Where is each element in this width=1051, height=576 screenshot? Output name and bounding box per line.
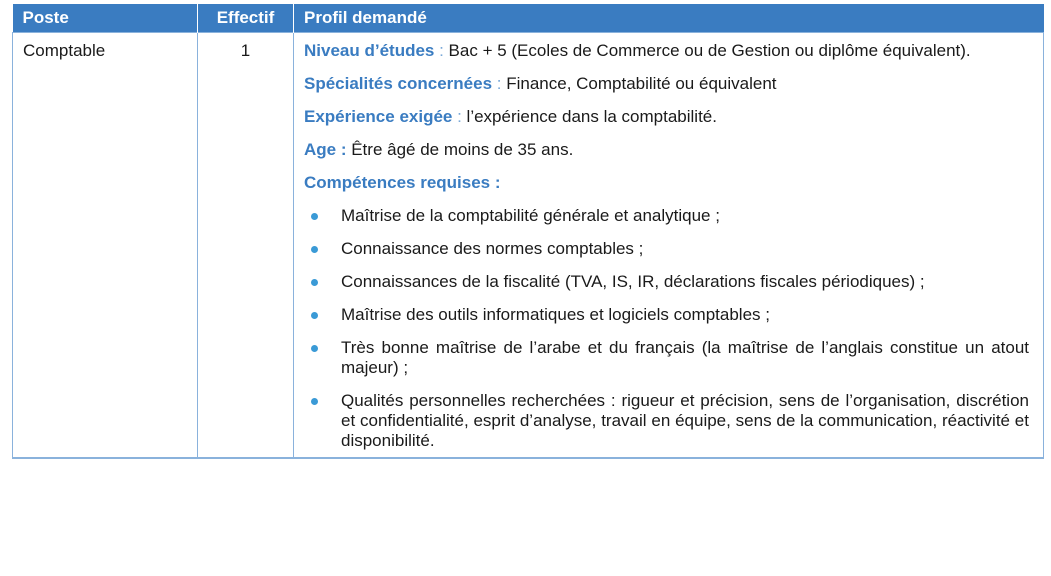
experience-text: l’expérience dans la comptabilité. [466,107,717,126]
list-item [304,206,1029,226]
table-row [13,33,1044,459]
list-item-text: Connaissance des normes comptables ; [341,239,644,258]
competences-heading: Compétences requises : [304,173,501,192]
list-item [304,239,1029,259]
list-item [304,272,1029,292]
competences-heading-para [304,173,1029,193]
job-profile-table [12,4,1044,459]
bullet-icon [311,345,318,352]
experience-sep: : [452,107,467,126]
list-item [304,305,1029,325]
cell-profil [294,33,1044,459]
niveau-etudes-label: Niveau d’études [304,41,435,60]
competences-list [304,206,1029,451]
niveau-etudes-sep: : [434,41,449,60]
specialites-text: Finance, Comptabilité ou équivalent [506,74,777,93]
niveau-etudes-para [304,41,1029,61]
cell-effectif: 1 [198,33,294,459]
list-item [304,338,1029,378]
experience-label: Expérience exigée [304,107,453,126]
specialites-sep: : [492,74,507,93]
list-item [304,391,1029,451]
header-row [13,4,1044,33]
bullet-icon [311,398,318,405]
age-text: Être âgé de moins de 35 ans. [346,140,574,159]
list-item-text: Très bonne maîtrise de l’arabe et du français (la maîtrise de l’anglais constitue un atout majeur) ; [341,338,1029,377]
niveau-etudes-text: Bac + 5 (Ecoles de Commerce ou de Gestion ou diplôme équivalent). [448,41,971,60]
experience-para [304,107,1029,127]
list-item-text: Connaissances de la fiscalité (TVA, IS, IR, déclarations fiscales périodiques) ; [341,272,925,291]
header-effectif: Effectif [198,4,294,33]
list-item-text: Qualités personnelles recherchées : rigueur et précision, sens de l’organisation, discrétion et confidentialité, esprit d’analyse, travail en équipe, sens de la communication, réactivité et disponibilité. [341,391,1029,450]
bullet-icon [311,312,318,319]
header-poste: Poste [13,4,198,33]
bullet-icon [311,246,318,253]
age-para [304,140,1029,160]
header-profil: Profil demandé [294,4,1044,33]
specialites-para [304,74,1029,94]
bullet-icon [311,213,318,220]
age-label: Age : [304,140,347,159]
bullet-icon [311,279,318,286]
cell-poste: Comptable [13,33,198,459]
list-item-text: Maîtrise des outils informatiques et logiciels comptables ; [341,305,770,324]
list-item-text: Maîtrise de la comptabilité générale et analytique ; [341,206,720,225]
specialites-label: Spécialités concernées [304,74,493,93]
